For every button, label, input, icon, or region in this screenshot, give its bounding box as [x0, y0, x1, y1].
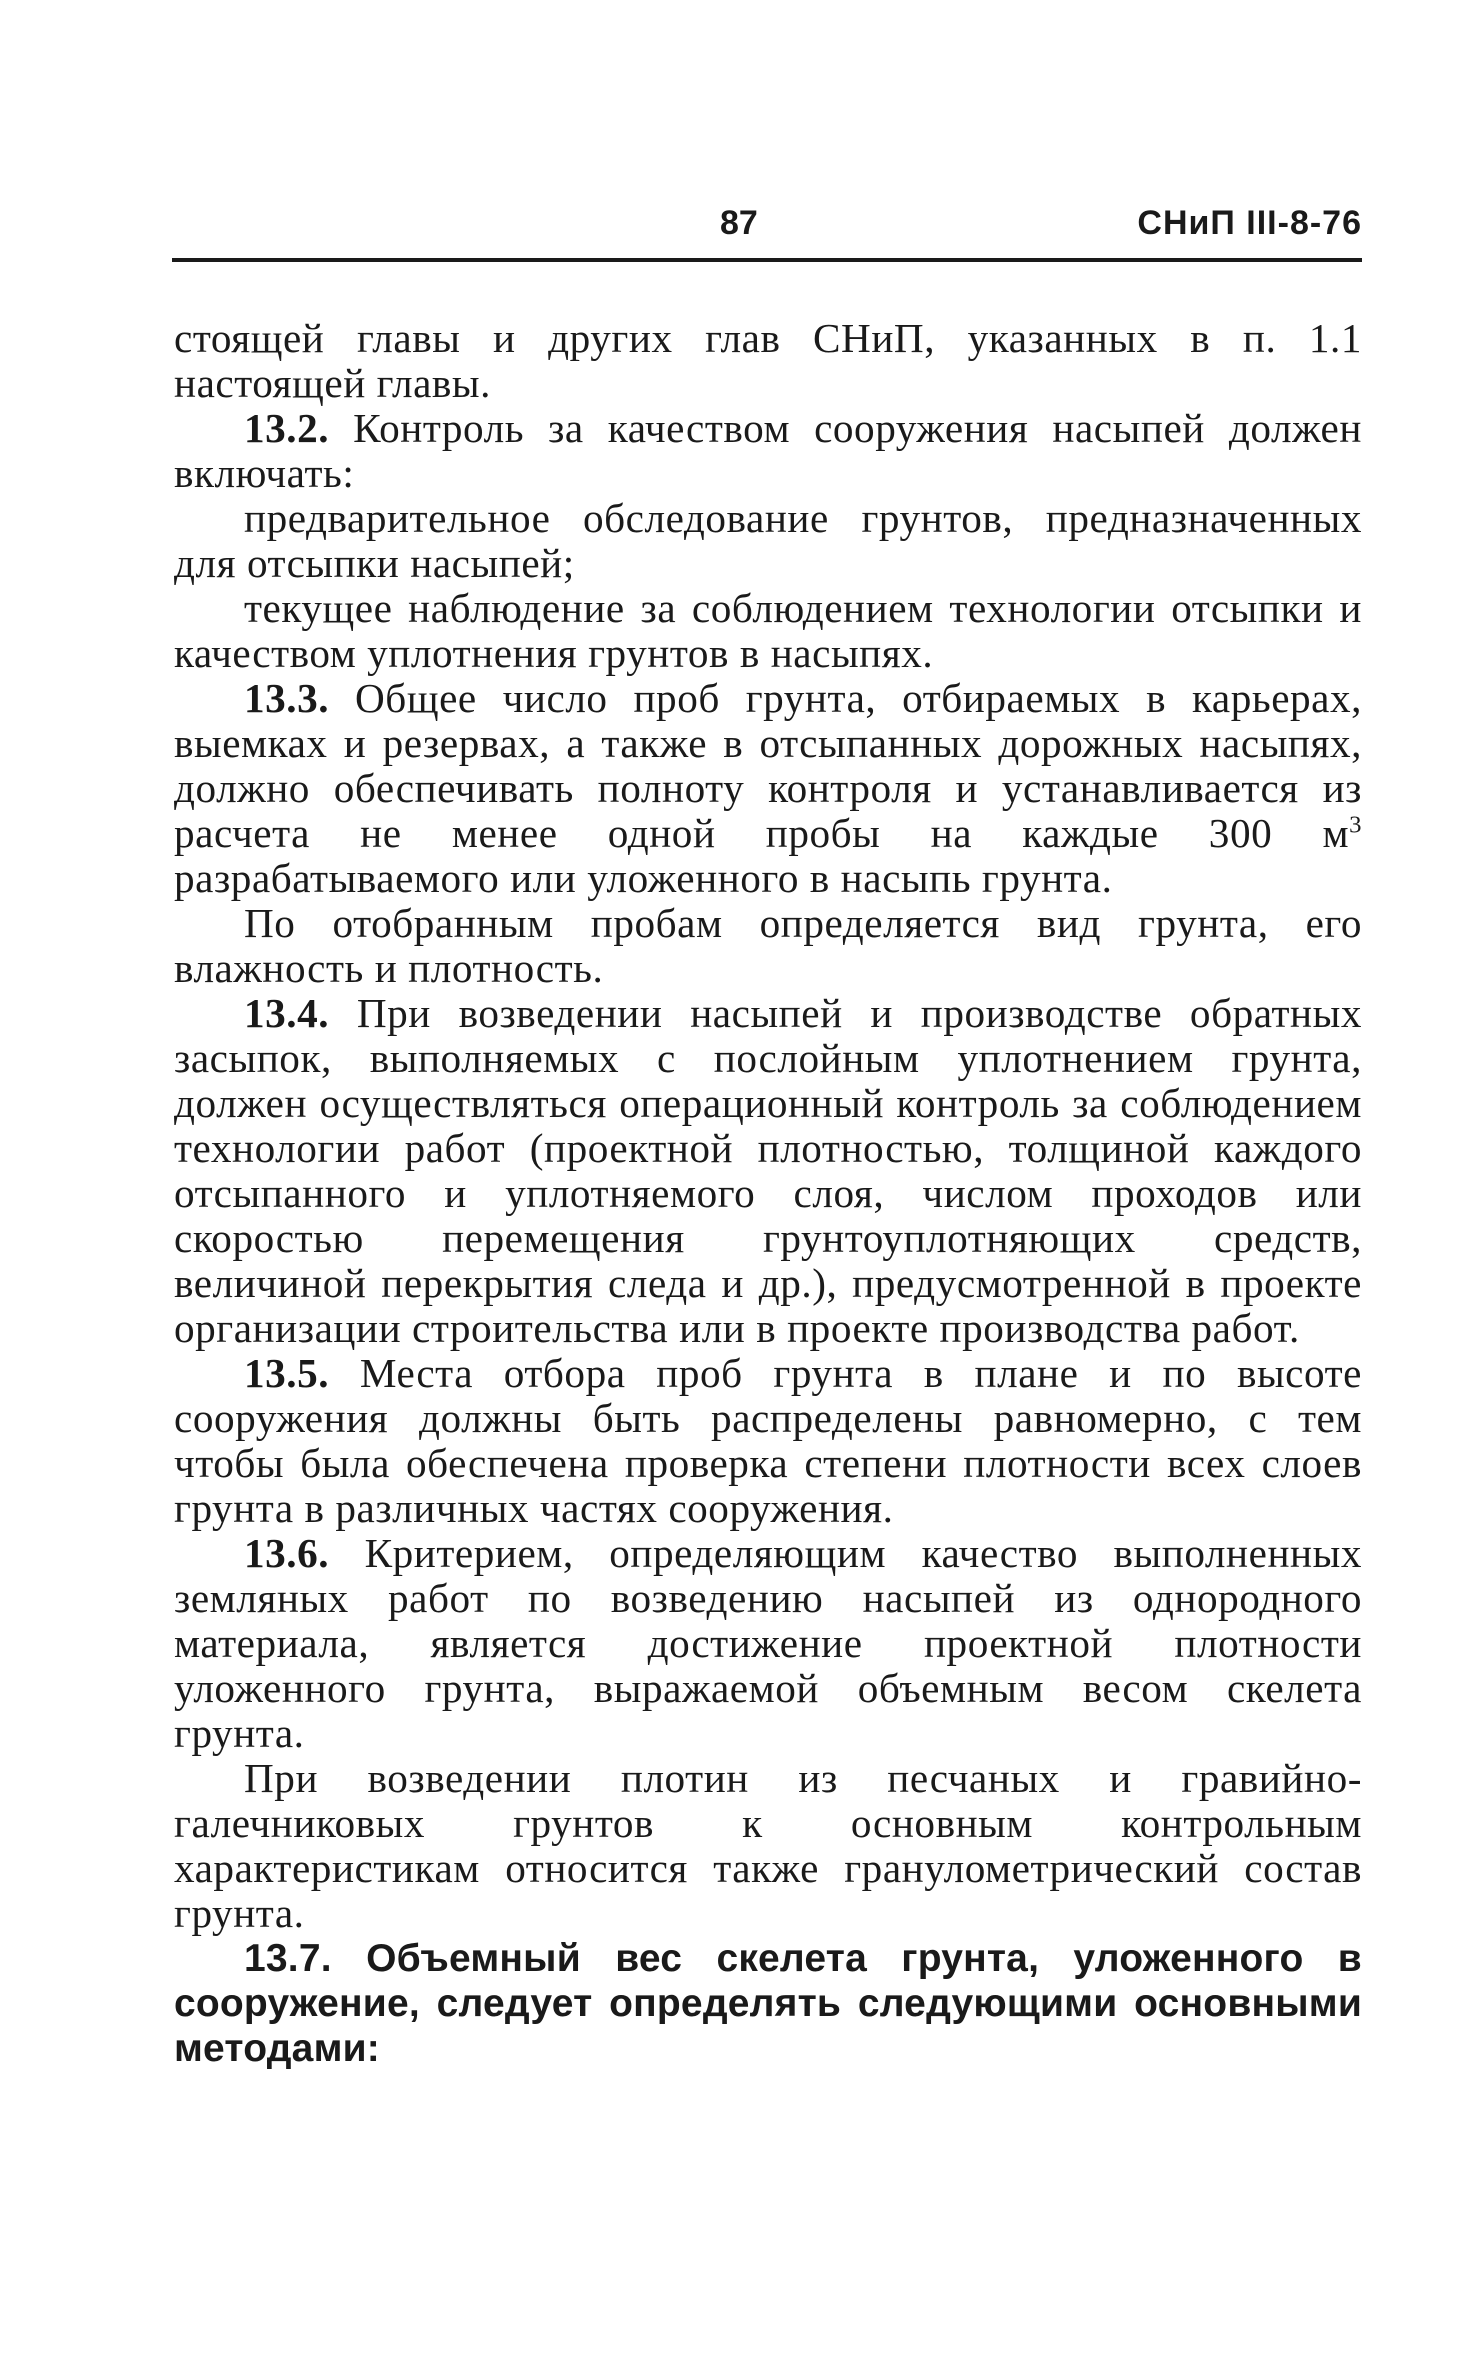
clause-number: 13.2. [244, 405, 330, 451]
clause-text: Места отбора проб грунта в плане и по высоте сооружения должны быть распределены равномерно, с тем чтобы была обеспечена проверка степени плотности всех слоев грунта в различных частях сооружения. [174, 1350, 1362, 1531]
list-item: предварительное обследование грунтов, предназначенных для отсыпки насыпей; [174, 495, 1362, 586]
paragraph: По отобранным пробам определяется вид грунта, его влажность и плотность. [174, 900, 1362, 991]
paragraph-13-2 [174, 406, 1362, 496]
document-code: СНиП III-8-76 [1137, 204, 1362, 242]
paragraph-13-4 [174, 991, 1362, 1351]
paragraph-13-5 [174, 1351, 1362, 1531]
paragraph-continuation: стоящей главы и других глав СНиП, указанных в п. 1.1 настоящей главы. [174, 315, 1362, 406]
clause-number: 13.6. [244, 1530, 330, 1576]
clause-text: Общее число проб грунта, отбираемых в карьерах, выемках и резервах, а также в отсыпанных дорожных насыпях, должно обеспечивать полноту контроля и устанавливается из расчета не менее одной пробы на каждые 300 м [174, 675, 1362, 856]
page-number: 87 [720, 204, 758, 242]
paragraph-13-7: 13.7. Объемный вес скелета грунта, уложенного в сооружение, следует определять следующими основными методами: [174, 1937, 1362, 2070]
clause-text: Контроль за качеством сооружения насыпей должен включать: [174, 405, 1362, 496]
paragraph-13-3 [174, 676, 1362, 901]
clause-text: разрабатываемого или уложенного в насыпь грунта. [174, 855, 1113, 901]
clause-text: Критерием, определяющим качество выполненных земляных работ по возведению насыпей из однородного материала, является достижение проектной плотности уложенного грунта, выражаемой объемным весом скелета грунта. [174, 1530, 1362, 1756]
superscript: 3 [1349, 811, 1362, 839]
clause-number: 13.4. [244, 990, 330, 1036]
clause-number: 13.3. [244, 675, 330, 721]
clause-number: 13.5. [244, 1350, 330, 1396]
clause-text: При возведении насыпей и производстве обратных засыпок, выполняемых с послойным уплотнением грунта, должен осуществляться операционный контроль за соблюдением технологии работ (проектной плотностью, толщиной каждого отсыпанного и уплотняемого слоя, числом проходов или скоростью перемещения грунтоуплотняющих средств, величиной перекрытия следа и др.), предусмотренной в проекте организации строительства или в проекте производства работ. [174, 990, 1362, 1351]
header-rule [172, 258, 1362, 262]
paragraph: При возведении плотин из песчаных и гравийно-галечниковых грунтов к основным контрольным характеристикам относится также гранулометрический состав грунта. [174, 1755, 1362, 1936]
body-text [174, 316, 1362, 2071]
page-header [172, 200, 1362, 260]
list-item: текущее наблюдение за соблюдением технологии отсыпки и качеством уплотнения грунтов в насыпях. [174, 585, 1362, 676]
paragraph-13-6 [174, 1531, 1362, 1756]
